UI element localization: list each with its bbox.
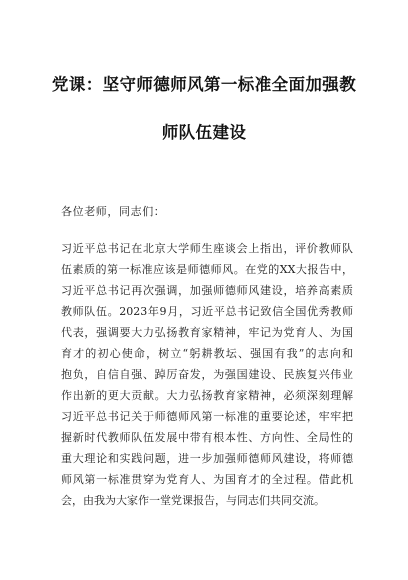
paragraph-line: 伍素质的第一标准应该是师德师风。在党的XX大报告中， bbox=[61, 263, 353, 276]
paragraph-line: 育才的初心使命，树立“躬耕教坛、强国有我”的志向和 bbox=[61, 347, 353, 360]
paragraph-line: 习近平总书记再次强调，加强师德师风建设，培养高素质 bbox=[61, 284, 353, 297]
paragraph-line: 作出新的更大贡献。大力弘扬教育家精神，必须深刻理解 bbox=[61, 389, 353, 402]
paragraph-line: 会，由我为大家作一堂党课报告，与同志们共同交流。 bbox=[61, 494, 325, 507]
paragraph-line: 代表，强调要大力弘扬教育家精神，牢记为党育人、为国 bbox=[61, 326, 353, 339]
document-title-line-2: 师队伍建设 bbox=[161, 123, 247, 142]
salutation: 各位老师，同志们： bbox=[61, 205, 166, 218]
paragraph-line: 重大理论和实践问题，进一步加强师德师风建设，将师德 bbox=[61, 452, 353, 465]
paragraph-line: 教师队伍。2023年9月，习近平总书记致信全国优秀教师 bbox=[61, 305, 353, 318]
paragraph-line: 抱负，自信自强、踔厉奋发，为强国建设、民族复兴伟业 bbox=[61, 368, 353, 381]
paragraph-line: 师风第一标准贯穿为党育人、为国育才的全过程。借此机 bbox=[61, 473, 353, 486]
paragraph-line: 习近平总书记关于师德师风第一标准的重要论述，牢牢把 bbox=[61, 410, 353, 423]
paragraph-line: 习近平总书记在北京大学师生座谈会上指出，评价教师队 bbox=[61, 242, 353, 255]
document-title-line-1: 党课：坚守师德师风第一标准全面加强教 bbox=[51, 75, 357, 94]
paragraph-line: 握新时代教师队伍发展中带有根本性、方向性、全局性的 bbox=[61, 431, 353, 444]
